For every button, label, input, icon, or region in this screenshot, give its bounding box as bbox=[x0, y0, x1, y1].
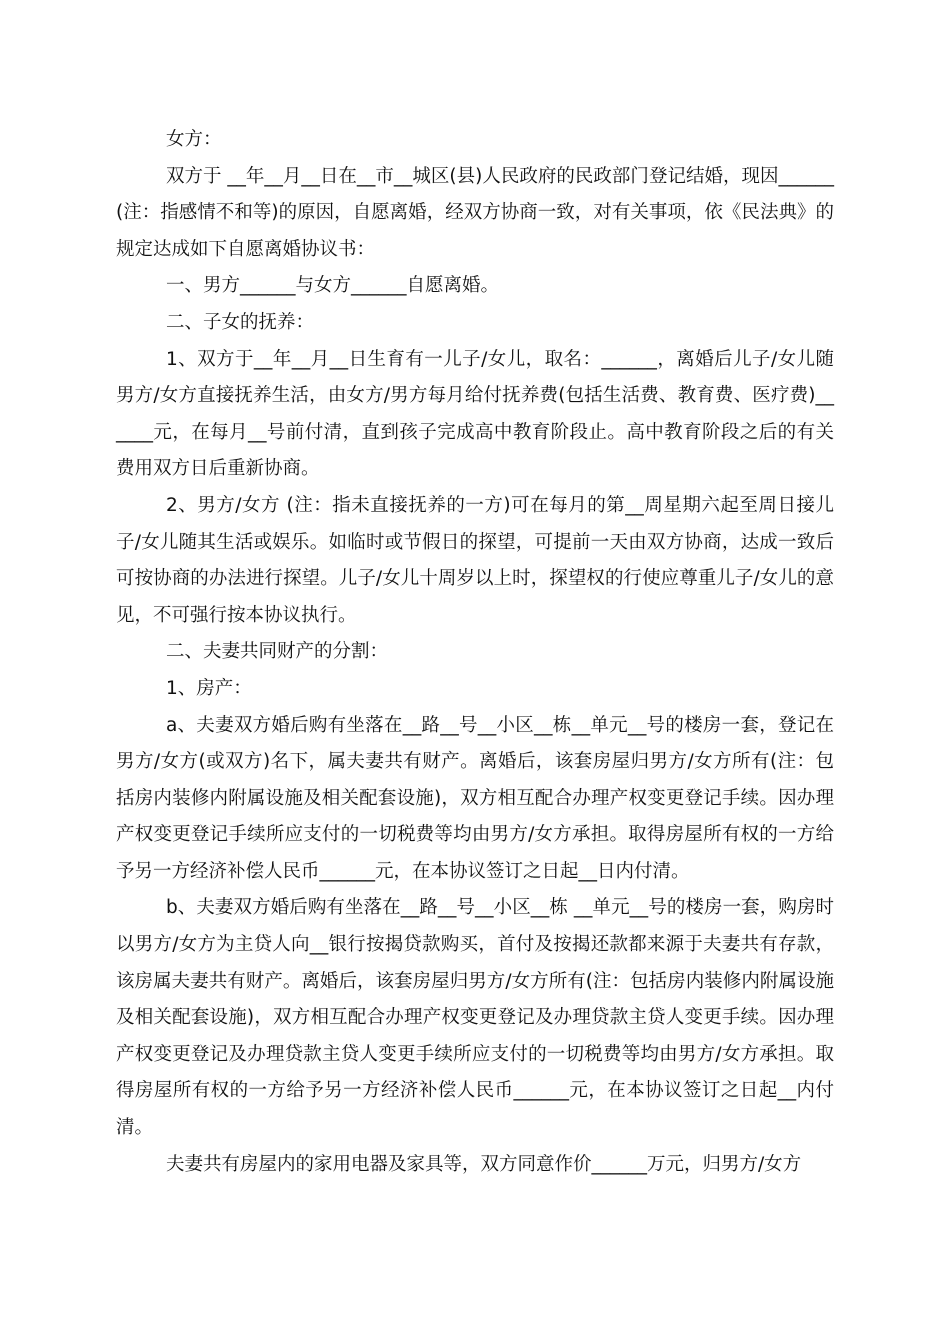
paragraph-property-b: b、夫妻双方婚后购有坐落在__路__号__小区__栋 __单元__号的楼房一套，购房时以男方/女方为主贷人向__银行按揭贷款购买，首付及按揭还款都来源于夫妻共有存款，该房属夫妻共有财产。离婚后，该套房屋归男方/女方所有(注：包括房内装修内附属设施及相关配套设施)，双方相互配合办理产权变更登记及办理贷款主贷人变更手续。因办理产权变更登记及办理贷款主贷人变更手续所应支付的一切税费等均由男方/女方承担。取得房屋所有权的一方给予另一方经济补偿人民币______元，在本协议签订之日起__内付清。 bbox=[116, 897, 834, 1139]
paragraph-child-custody-1: 1、双方于__年__月__日生育有一儿子/女儿，取名：______，离婚后儿子/女儿随男方/女方直接抚养生活，由女方/男方每月给付抚养费(包括生活费、教育费、医疗费)______元，在每月__号前付清，直到孩子完成高中教育阶段止。高中教育阶段之后的有关费用双方日后重新协商。 bbox=[116, 348, 834, 480]
paragraph-furniture: 夫妻共有房屋内的家用电器及家具等，双方同意作价______万元，归男方/女方 bbox=[165, 1153, 802, 1175]
paragraph-property-a: a、夫妻双方婚后购有坐落在__路__号__小区__栋__单元__号的楼房一套，登记在男方/女方(或双方)名下，属夫妻共有财产。离婚后，该套房屋归男方/女方所有(注：包括房内装修内附属设施及相关配套设施)，双方相互配合办理产权变更登记手续。因办理产权变更登记手续所应支付的一切税费等均由男方/女方承担。取得房屋所有权的一方给予另一方经济补偿人民币______元，在本协议签订之日起__日内付清。 bbox=[116, 714, 834, 882]
paragraph-heading-property: 二、夫妻共同财产的分割： bbox=[165, 641, 388, 663]
paragraph-child-visitation-2: 2、男方/女方 (注：指未直接抚养的一方)可在每月的第__周星期六起至周日接儿子/女儿随其生活或娱乐。如临时或节假日的探望，可提前一天由双方协商，达成一致后可按协商的办法进行探望。儿子/女儿十周岁以上时，探望权的行使应尊重儿子/女儿的意见，不可强行按本协议执行。 bbox=[116, 494, 834, 626]
paragraph-heading-real-estate: 1、房产： bbox=[165, 677, 252, 699]
paragraph-clause-1: 一、男方______与女方______自愿离婚。 bbox=[165, 275, 499, 297]
document-body bbox=[116, 122, 834, 1183]
paragraph-heading-children: 二、子女的抚养： bbox=[165, 311, 314, 333]
paragraph-female-party: 女方： bbox=[165, 129, 222, 150]
paragraph-preamble: 双方于 __年__月__日在__市__城区(县)人民政府的民政部门登记结婚，现因______(注：指感情不和等)的原因，自愿离婚，经双方协商一致，对有关事项，依《民法典》的规定达成如下自愿离婚协议书： bbox=[116, 165, 834, 260]
